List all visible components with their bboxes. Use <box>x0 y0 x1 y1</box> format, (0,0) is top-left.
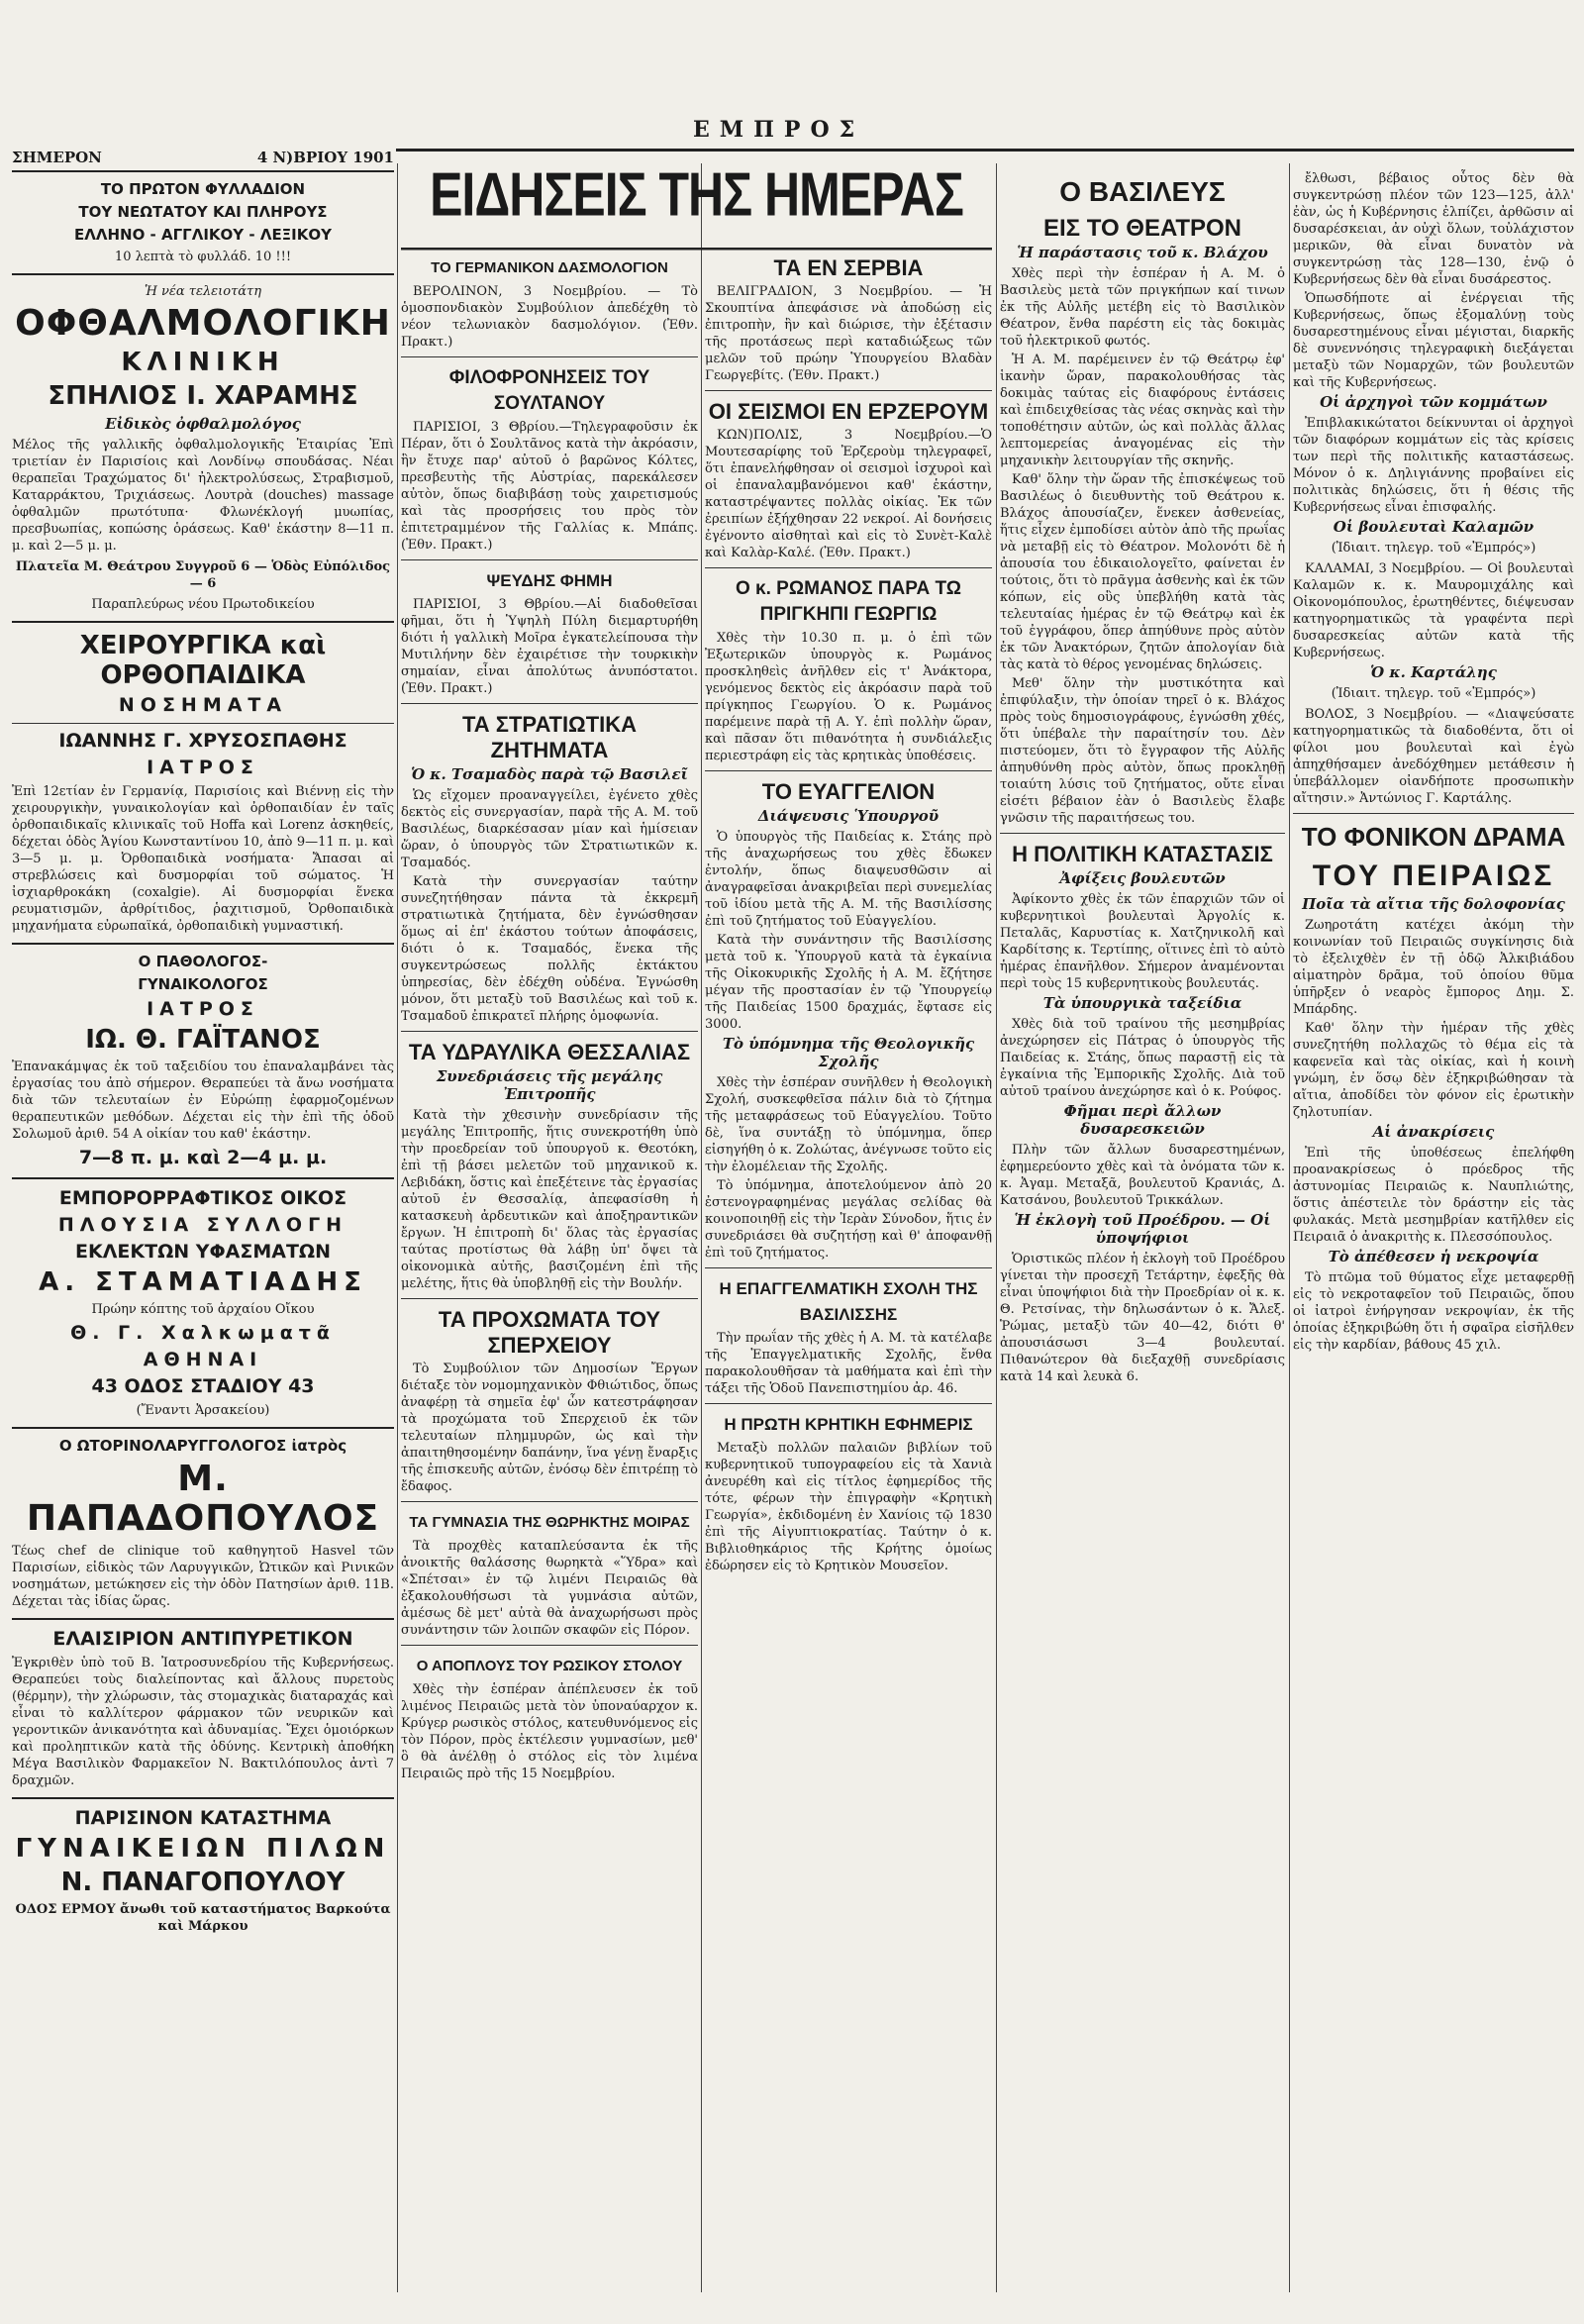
article-subhead: Ὁ κ. Καρτάλης <box>1370 663 1497 681</box>
ad-title: ΧΕΙΡΟΥΡΓΙΚΑ καὶ ΟΡΘΟΠΑΙΔΙΚΑ <box>79 631 327 690</box>
article-subhead: Διάψευσις Ὑπουργοῦ <box>757 807 940 825</box>
article-body: Κατὰ τὴν συνεργασίαν ταύτην συνεζητήθησαν πάντα τὰ ἐκκρεμῆ στρατιωτικὰ ζητήματα, δὲν ἐγνώσθησαν ὅμως αἱ ἐπ' ἐκάστου τούτων ἀποφάσεις, διότι ὁ κ. Τσαμαδός, ἕνεκα τῆς συγκεντρώσεως πολλῆς ἐκτάκτου ὑπηρεσίας, δὲν ἐδέχθη οὐδένα. Ἐγνώσθη μόνον, ὅτι μεταξὺ τοῦ Βασιλέως καὶ τοῦ κ. Τσαμαδοῦ ἐπικρατεῖ πλήρης ὁμοφωνία. <box>401 874 698 1024</box>
article-subhead: Τὸ ἀπέθεσεν ἡ νεκροψία <box>1328 1248 1539 1265</box>
ad-title: ΚΛΙΝΙΚΗ <box>121 348 285 377</box>
column-news-2 <box>705 248 992 1576</box>
article-body: Καθ' ὅλην τὴν ὥραν τῆς ἐπισκέψεως τοῦ Βασιλέως ὁ διευθυντὴς τοῦ Θεάτρου κ. Βλάχος ἀπουσίαζεν, ἕνεκεν ἀσθενείας, ἥτις εἶχεν ἐμποδίσει αὐτὸν ἀπὸ τῆς πρωΐας νὰ μεταβῇ εἰς τὸ Θέατρον. Μολονότι δὲ ἡ ἀπουσία του ἐδικαιολογεῖτο, φαίνεται ἐν τούτοις, ὅτι τὸ πρᾶγμα ἀσθενὴς καὶ ἐκ τῶν κόπων, εἰς οὓς ὑπεβλήθη κατὰ τὰς τελευταίας ἡμέρας ἐν τῷ Θεάτρῳ καὶ ἐκ τοῦ ἐγγράφου, ὅπερ ἀπηύθυνε πρὸς αὐτὸν ἐκ τῶν Ἀνακτόρων, ζητῶν ἀπολογίαν διὰ τὰς κατὰ τὸ θέρος γενομένας δηλώσεις. <box>1000 472 1285 672</box>
ad-address: Παραπλεύρως νέου Πρωτοδικείου <box>91 597 315 612</box>
article-subhead: Ἡ ἐκλογὴ τοῦ Προέδρου. — Οἱ ὑποψήφιοι <box>1014 1211 1271 1247</box>
ad-line: ΤΟ ΠΡΩΤΟΝ ΦΥΛΛΑΔΙΟΝ <box>100 180 306 198</box>
article-body: Ἡ Α. Μ. παρέμεινεν ἐν τῷ Θεάτρῳ ἐφ' ἱκανὴν ὥραν, παρακολουθήσας τὰς δοκιμὰς ταύτας εἰς διαφόρους ἐντάσεις καὶ ἐπιδειχθείσας τὰς νέας σκηνὰς καὶ τὴν τοποθέτησιν αὐτῶν, ὡς καὶ πολλὰς ἄλλας λεπτομερείας ἀναγομένας εἰς τὴν μηχανικὴν λειτουργίαν τῆς σκηνῆς. <box>1000 353 1285 468</box>
article-subhead: Ὁ κ. Τσαμαδὸς παρὰ τῷ Βασιλεῖ <box>411 765 688 783</box>
article-headline: ΤΑ ΕΝ ΣΕΡΒΙΑ <box>773 255 924 280</box>
article-headline: ΟΙ ΣΕΙΣΜΟΙ ΕΝ ΕΡΖΕΡΟΥΜ <box>708 399 989 424</box>
article-body: Τὸ Συμβούλιον τῶν Δημοσίων Ἔργων διέταξε τὸν νομομηχανικὸν Φθιώτιδος, ὅπως ἀναφέρῃ τὰ σημεῖα ἐφ' ὧν κατεστράφησαν τὰ προχώματα τοῦ Σπερχειοῦ ἐκ τῶν τελευταίων πλημμυρῶν, ὡς καὶ τὴν ἀπαιτηθησομένην δαπάνην, ἵνα γένῃ ἔναρξις τῆς ἐπισκευῆς αὐτῶν, ἐνόσῳ δὲν ἐπιτρέπῃ τὸ ἔδαφος. <box>401 1362 698 1494</box>
ad-body: Ἐγκριθὲν ὑπὸ τοῦ Β. Ἰατροσυνεδρίου τῆς Κυβερνήσεως. Θεραπεύει τοὺς διαλείποντας καὶ ἄλλους πυρετοὺς (θέρμην), τὴν χλώρωσιν, τὰς στομαχικὰς διαταραχάς καὶ εἶναι τὸ καλλίτερον φάρμακον τῶν νευρικῶν καὶ γεροντικῶν ἀνικανότητα καὶ ἀδυναμίας. Ἔχει ὁμοιόρκων καὶ προληπτικῶν κατὰ τῆς ὁδύνης. Κεντρικὴ ἀποθήκη Μέγα Βασιλικὸν Φαρμακεῖον Ν. Βακτιλόπουλος ἀντὶ 7 δραχμῶν. <box>12 1656 394 1788</box>
article-body: Ὡς εἴχομεν προαναγγείλει, ἐγένετο χθὲς δεκτὸς εἰς συνεργασίαν, παρὰ τῆς Α. Μ. τοῦ Βασιλέως, διαρκέσασαν μίαν καὶ ἡμίσειαν ὥραν, ὁ ὑπουργὸς τῶν Στρατιωτικῶν κ. Τσαμαδός. <box>401 788 698 870</box>
article-headline: ΤΑ ΥΔΡΑΥΛΙΚΑ ΘΕΣΣΑΛΙΑΣ <box>408 1040 691 1064</box>
ad-body: Ἐπανακάμψας ἐκ τοῦ ταξειδίου του ἐπαναλαμβάνει τὰς ἐργασίας του ἀπὸ σήμερον. Θεραπεύει τὰ ἄνω νοσήματα διὰ τῶν τελευταίων ἐν Εὐρώπῃ ἐφαρμοζομένων θεραπευτικῶν μεθόδων. Δέχεται εἰς τὴν ἐπὶ τῆς ὁδοῦ Σολωμοῦ ἀριθ. 54 Α οἰκίαν του καθ' ἑκάστην. <box>12 1060 394 1142</box>
ad-title: ΕΜΠΟΡΟΡΡΑΦΤΙΚΟΣ ΟΙΚΟΣ <box>58 1187 347 1209</box>
article-body: Ἐπιβλακικώτατοι δείκνυνται οἱ ἀρχηγοὶ τῶν διαφόρων κομμάτων εἰς τὰς κρίσεις των περὶ τῆς πολιτικῆς καταστάσεως. Μόνον ὁ κ. Δηλιγιάννης προβαίνει εἰς πολιτικὰς δηλώσεις, ὅτι ἡ θέσις τῆς Κυβερνήσεως εἶναι ἐπισφαλής. <box>1293 416 1574 515</box>
article-body: Ὁπωσδήποτε αἱ ἐνέργειαι τῆς Κυβερνήσεως, ὅπως ἐξομαλύνῃ τοὺς δυσαρεστημένους εἶναι μέγισται, διαρκῆς δὲ συνεννόησις τηλεγραφικὴ διεξάγεται μεταξὺ τῶν Νομαρχῶν, τῶν βουλευτῶν καὶ τῆς Κυβερνήσεως. <box>1293 291 1574 390</box>
article-headline: ΤΟ ΕΥΑΓΓΕΛΙΟΝ <box>761 779 936 804</box>
article-headline: ΨΕΥΔΗΣ ΦΗΜΗ <box>486 571 613 590</box>
ad-title: Ο ΠΑΘΟΛΟΓΟΣ- <box>138 953 268 970</box>
article-body: Ἀφίκοντο χθὲς ἐκ τῶν ἐπαρχιῶν τῶν οἱ κυβερνητικοὶ βουλευταὶ Ἀργολίς κ. Πεταλᾶς, Καρυστίας κ. Χατζηνικολῆ καὶ Καρδίτσης κ. Τερτίπης, οἵτινες ἐπὶ τὸ αὐτὸ ἡμέρας ἐπανῆλθον. Σήμερον ἀναμένονται περὶ τοὺς 15 κυβερνητικοὺς βουλευτάς. <box>1000 892 1285 991</box>
ad-line: ΕΛΛΗΝΟ - ΑΓΓΛΙΚΟΥ - ΛΕΞΙΚΟΥ <box>74 226 332 244</box>
article-headline: Η ΠΡΩΤΗ ΚΡΗΤΙΚΗ ΕΦΗΜΕΡΙΣ <box>724 1415 973 1434</box>
ad-owner-name: Θ. Γ. Χαλκωματᾶ <box>70 1322 336 1344</box>
column-divider <box>701 163 702 2292</box>
article-headline: Ο ΒΑΣΙΛΕΥΣ <box>1059 176 1226 207</box>
ad-lexicon <box>12 180 394 265</box>
ad-body: Ἐπὶ 12ετίαν ἐν Γερμανίᾳ, Παρισίοις καὶ Βιέννῃ εἰς τὴν χειρουργικὴν, γυναικολογίαν καὶ ὀρθοπαιδίαν ἐν ταῖς ὀρθοπαιδικαῖς κλινικαῖς τοῦ Hoffa καὶ Lorenz ἀσκηθείς, δέχεται ὁδὸς Ἁγίου Κωνσταντίνου 10, ἀπὸ 9—11 π. μ. καὶ 3—5 μ. μ. Ὀρθοπαιδικὰ νοσήματα· Ἄπασαι αἱ στρεβλώσεις καὶ δυσμορφίαι τοῦ σώματος. Ἡ ἰσχιαρθροκάκη (coxalgie). Αἱ δυσμορφίαι ἕνεκα ρευματισμῶν, ἀρθρίτιδος, ῥαχιτισμοῦ, Ὀρθοπαιδικὰ μηχανήματα εὐρωπαϊκά, ὀρθοπαιδικὴ γυμναστική. <box>12 784 394 934</box>
article-body: Χθὲς τὴν ἑσπέραν συνῆλθεν ἡ Θεολογικὴ Σχολή, συσκεφθεῖσα πάλιν διὰ τὸ ζήτημα τῆς μεταφράσεως τοῦ Εὐαγγελίου. Τοῦτο δὲ, ἵνα συντάξῃ τὸ ὑπόμνημα, ὅπερ εἰσηγήθη ὁ κ. Ζολώτας, ἀνέγνωσε τοῦτο εἰς τὴν ἐλομέλειαν τῆς Σχολῆς. <box>705 1075 992 1174</box>
article-body: ἔλθωσι, βέβαιος οὗτος δὲν θὰ συγκεντρώσῃ πλέον τῶν 123—125, ἀλλ' ἐὰν, ὡς ἡ Κυβέρνησις ἐλπίζει, ἀρθῶσιν αἱ δυσαρέσκειαι, ἀν οὐχὶ ὅλων, τοὐλάχιστον μερικῶν, θὰ εἶναι δυνατὸν νὰ συγκεντρώσῃ τὰς 128—130, ἐνῷ ὁ Κυβερνήσεως δὲν θὰ εἶναι δυσάρεστος. <box>1293 171 1574 287</box>
ad-role: ΙΑΤΡΟΣ <box>147 757 259 778</box>
ad-title: ΠΑΡΙΣΙΝΟΝ ΚΑΤΑΣΤΗΜΑ <box>74 1807 332 1829</box>
article-subhead: Τὰ ὑπουργικὰ ταξείδια <box>1042 994 1242 1012</box>
article-body: Μεθ' ὅλην τὴν μυστικότητα καὶ ἐπιφύλαξιν, τὴν ὁποίαν τηρεῖ ὁ κ. Βλάχος πρὸς τοὺς δημοσιογράφους, ἐγνώσθη χθές, ὅτι ὑπέβαλε τὴν παραίτησίν του. Δὲν πιστεύομεν, ὅτι τὸ ἔγγραφον τῆς Αὐλῆς ἀπηυθύνθη πρὸς αὐτὸν, ὅπως προκληθῇ τοιαύτη λύσις τοῦ ζητήματος, οὔτε εἶναι εἰσέτι βέβαιον ἐὰν ὁ Βασιλεὺς ἔλαβε γνῶσιν τῆς παραιτήσεως του. <box>1000 676 1285 826</box>
ad-title: ΓΥΝΑΙΚΕΙΩΝ ΠΙΛΩΝ <box>15 1834 391 1864</box>
ad-body: Μέλος τῆς γαλλικῆς ὀφθαλμολογικῆς Ἑταιρίας Ἐπὶ τριετίαν ἐν Παρισίοις καὶ Λονδίνῳ σπουδάσας. Νέαι θεραπεῖαι Τραχώματος δι' ἠλεκτρολύσεως, Στραβισμοῦ, Καταρράκτου, Τριχιάσεως. Λουτρὰ (douches) massage ὀφθαλμῶν πρωτότυπα· Φλωνέκλογή μυωπίας, πρεσβυωπίας, κοπώσης ὁράσεως. Καθ' ἑκάστην 8—11 π. μ. καὶ 2—5 μ. μ. <box>12 438 394 554</box>
article-subhead: Οἱ βουλευταὶ Καλαμῶν <box>1333 518 1534 536</box>
section-banner <box>401 158 992 238</box>
article-body: ΠΑΡΙΣΙΟΙ, 3 Θβρίου.—Αἱ διαδοθεῖσαι φῆμαι, ὅτι ἡ Ὑψηλὴ Πύλη διεμαρτυρήθη διότι ἡ γαλλικὴ Μοῖρα ἐγκατελείπουσα τὴν Μυτιλήνην δὲν ἐχαιρέτισε τὴν τουρκικὴν σημαίαν, εἶναι ἀπολύτως ἀνυπόστατοι. (Ἐθν. Πρακτ.) <box>401 597 698 696</box>
article-subhead: Συνεδριάσεις τῆς μεγάλης Ἐπιτροπῆς <box>436 1067 663 1103</box>
ad-title: ΠΛΟΥΣΙΑ ΣΥΛΛΟΓΗ <box>57 1214 348 1236</box>
article-body: Μεταξὺ πολλῶν παλαιῶν βιβλίων τοῦ κυβερνητικοῦ τυπογραφείου εἰς τὰ Χανιὰ ἀνευρέθη καὶ εἰς τίτλος ἐφημερίδος τῆς τότε, φέρων τὴν ἐπιγραφὴν «Κρητικὴ Γεωργία», ἐκδιδομένη ἐν Χανίοις τῷ 1830 ἐπὶ τῆς Αἰγυπτιοκρατίας. Ταύτην ὁ κ. Βιβλιοθηκάριος τῆς Κρήτης ὁμοίως ἐδώρησεν εἰς τὸ Κρητικὸν Μουσεῖον. <box>705 1441 992 1573</box>
article-source: (Ἰδιαιτ. τηλεγρ. τοῦ «Ἐμπρός») <box>1331 686 1536 701</box>
article-body: Ζωηροτάτη κατέχει ἀκόμη τὴν κοινωνίαν τοῦ Πειραιῶς συγκίνησις διὰ τὸ ἐξελιχθὲν ἐν τῇ ὁδῷ Ἀλκιβιάδου αἱματηρὸν δρᾶμα, τοῦ ὁποίου θῦμα ὑπῆρξεν ὁ νεαρὸς ἔμπορος Δημ. Σ. Μπάρδης. <box>1293 918 1574 1017</box>
ad-address: (Ἔναντι Ἀρσακείου) <box>136 1403 270 1418</box>
article-subhead: Τὸ ὑπόμνημα τῆς Θεολογικῆς Σχολῆς <box>722 1035 975 1070</box>
ad-body: Τέως chef de clinique τοῦ καθηγητοῦ Hasvel τῶν Παρισίων, εἰδικὸς τῶν Λαρυγγικῶν, Ὠτικῶν καὶ Ρινικῶν νοσημάτων, μετώκησεν εἰς τὴν ὁδὸν Πατησίων ἀριθ. 11Β. Δέχεται τὰς ἰδίας ὥρας. <box>12 1544 394 1609</box>
ad-eye-clinic <box>12 283 394 613</box>
ad-antipyretic-oil <box>12 1628 394 1789</box>
article-headline: ΦΙΛΟΦΡΟΝΗΣΕΙΣ ΤΟΥ ΣΟΥΛΤΑΝΟΥ <box>448 367 650 414</box>
article-body: Χθὲς τὴν 10.30 π. μ. ὁ ἐπὶ τῶν Ἐξωτερικῶν ὑπουργὸς κ. Ρωμάνος προσκληθεὶς ἀνῆλθεν εἰς τ' Ἀνάκτορα, γενόμενος δεκτὸς εἰς ἀκρόασιν παρὰ τοῦ πρίγκηπος Γεωργίου. Ὁ κ. Ρωμάνος παρέμεινε παρὰ τῇ Α. Υ. ἐπὶ πολλὴν ὥραν, καὶ πᾶσαν ὅτι πιθανότητα ἡ συνδιάλεξις περιεστράφη εἰς τὰς κρητικὰς ὑποθέσεις. <box>705 631 992 763</box>
ad-owner-name: Ν. ΠΑΝΑΓΟΠΟΥΛΟΥ <box>60 1868 346 1897</box>
article-body: Ὁ ὑπουργὸς τῆς Παιδείας κ. Στάης πρὸ τῆς ἀναχωρήσεως του χθὲς ἔδωκεν ἐντολήν, ὅπως διαψευσθῶσιν αἱ ἀναγραφεῖσαι ἀνακριβεῖαι περὶ συνεμελίας τοῦ ἰδίου μετὰ τῆς Α. Μ. τῆς Βασιλίσσης ἐπὶ τοῦ ζητήματος τοῦ Εὐαγγελίου. <box>705 830 992 929</box>
ad-title: ΓΥΝΑΙΚΟΛΟΓΟΣ <box>138 975 268 993</box>
ad-doctor-name: ΙΩΑΝΝΗΣ Γ. ΧΡΥΣΟΣΠΑΘΗΣ <box>58 730 347 752</box>
article-headline: ΤΟ ΦΟΝΙΚΟΝ ΔΡΑΜΑ <box>1301 822 1566 852</box>
masthead-rule <box>396 149 1574 152</box>
column-divider <box>1289 163 1290 2292</box>
ad-address: 43 ΟΔΟΣ ΣΤΑΔΙΟΥ 43 <box>91 1375 315 1397</box>
article-subhead: Αἱ ἀνακρίσεις <box>1372 1123 1495 1141</box>
article-subhead: Ἀφίξεις βουλευτῶν <box>1059 869 1226 887</box>
article-headline: ΤΟ ΓΕΡΜΑΝΙΚΟΝ ΔΑΣΜΟΛΟΓΙΟΝ <box>431 259 668 276</box>
article-headline: Η ΕΠΑΓΓΕΛΜΑΤΙΚΗ ΣΧΟΛΗ ΤΗΣ ΒΑΣΙΛΙΣΣΗΣ <box>719 1279 978 1324</box>
ad-line: 10 λεπτὰ τὸ φυλλάδ. 10 !!! <box>114 250 292 264</box>
ad-hours: 7—8 π. μ. καὶ 2—4 μ. μ. <box>78 1147 328 1168</box>
ad-subtitle: Εἰδικὸς ὀφθαλμολόγος <box>105 415 301 433</box>
ad-line: ΤΟΥ ΝΕΩΤΑΤΟΥ ΚΑΙ ΠΛΗΡΟΥΣ <box>78 203 328 221</box>
article-body: Ἐπὶ τῆς ὑποθέσεως ἐπελήφθη προανακρίσεως ὁ πρόεδρος τῆς ἀστυνομίας Πειραιῶς κ. Ναυπλιώτης, ὅστις ἀπέστειλε τὸν δράστην εἰς τὰς φυλακάς. Μετὰ μεσημβρίαν κατῆλθεν εἰς Πειραιᾶ ὁ ἀνακριτὴς κ. Πλεσσόπουλος. <box>1293 1146 1574 1245</box>
dateline <box>12 149 394 172</box>
ad-address: ΟΔΟΣ ΕΡΜΟΥ ἄνωθι τοῦ καταστήματος Βαρκούτα καὶ Μάρκου <box>15 1902 391 1934</box>
article-body: ΒΟΛΟΣ, 3 Νοεμβρίου. — «Διαψεύσατε κατηγορηματικῶς τὰ διαδοθέντα, ὅτι οἱ φίλοι μου βουλευταὶ καὶ ἐγὼ ἀπηχθήσαμεν ἀνεδόχθημεν μετάθεσιν ἡ ὑπεβάλλομεν οἰανδήποτε προσωπικὴν αἴτησιν.» Ἀντώνιος Γ. Καρτάλης. <box>1293 707 1574 806</box>
ad-title: Ο ΩΤΟΡΙΝΟΛΑΡΥΓΓΟΛΟΓΟΣ ἰατρὸς <box>58 1437 347 1455</box>
ad-hat-store <box>12 1807 394 1935</box>
article-headline: ΕΙΣ ΤΟ ΘΕΑΤΡΟΝ <box>1043 215 1241 242</box>
column-divider <box>397 163 398 2292</box>
article-subhead: Ποῖα τὰ αἴτια τῆς δολοφονίας <box>1302 895 1565 913</box>
column-news-3 <box>1000 168 1285 1387</box>
column-news-1 <box>401 248 698 1784</box>
ad-gynecologist <box>12 953 394 1169</box>
article-headline: Ο κ. ΡΩΜΑΝΟΣ ΠΑΡΑ ΤΩ ΠΡΙΓΚΗΠΙ ΓΕΩΡΓΙΩ <box>735 578 962 625</box>
ad-doctor-name: ΙΩ. Θ. ΓΑΪΤΑΝΟΣ <box>85 1025 321 1055</box>
article-headline: ΤΑ ΣΤΡΑΤΙΩΤΙΚΑ ΖΗΤΗΜΑΤΑ <box>461 712 638 762</box>
ad-intro: Ἡ νέα τελειοτάτη <box>144 284 262 299</box>
article-body: Ὁριστικῶς πλέον ἡ ἐκλογὴ τοῦ Προέδρου γίνεται τὴν προσεχῆ Τετάρτην, ἐφεξῆς θὰ εἶναι ὑποψήφιοι διὰ τὴν Προεδρίαν οἱ κ. κ. Θ. Ρετσίνας, τὴν δηλωσάντων ὁ κ. Ἄλεξ. Ῥώμας, μεταξὺ τῶν 40—42, διότι θ' ἀπουσιάσωσι 3—4 βουλευταί. Πιθανώτερον θὰ διεξαχθῇ συνεδρίασις κατὰ 14 καὶ λευκὰ 6. <box>1000 1252 1285 1384</box>
article-body: Τὴν πρωΐαν τῆς χθὲς ἡ Α. Μ. τὰ κατέλαβε τῆς Ἐπαγγελματικῆς Σχολῆς, ἔνθα παρακολουθῆσαν τὰ μαθήματα καὶ ἐπὶ τὴν τάξει τῆς Ὁδοῦ Πανεπιστημίου ἀρ. 46. <box>705 1331 992 1396</box>
article-body: Κατὰ τὴν χθεσινὴν συνεδρίασιν τῆς μεγάλης Ἐπιτροπῆς, ἥτις συνεκροτήθη ὑπὸ τὴν προεδρείαν τοῦ ὑπουργοῦ κ. Θεοτόκη, ἐπὶ τῇ βάσει μελετῶν τοῦ μηχανικοῦ κ. Λεβιδάκη, ὅστις καὶ ἐπεξέτεινε τὰς ἐργασίας αὐτοῦ ἐν Θεσσαλίᾳ, ἀπεφασίσθη ἡ κατασκευὴ ἀρδευτικῶν καὶ ἀποξηραντικῶν ἔργων. Ἡ ἐπιτροπὴ δι' ὅλας τὰς ἐργασίας ταύτας προτίστως θὰ λάβῃ ὑπ' ὄψει τὰ οἰκονομικὰ αὐτῆς, βασιζομένη ἐπὶ τῆς μελέτης, ἥτις θὰ ὑποβληθῇ εἰς τὴν Βουλήν. <box>401 1108 698 1291</box>
article-body: Χθὲς τὴν ἑσπέραν ἀπέπλευσεν ἐκ τοῦ λιμένος Πειραιῶς μετὰ τὸν ὑποναύαρχον κ. Κρύγερ ρωσικὸς στόλος, κατευθυνόμενος εἰς τὸν Πόρον, πρὸς ἐκτέλεσιν γυμνασίων, μεθ' ὃ θὰ ἀνέλθῃ ὁ στόλος εἰς τὸν λιμένα Πειραιῶς πρὸ τῆς 15 Νοεμβρίου. <box>401 1682 698 1781</box>
article-subhead: Οἱ ἀρχηγοὶ τῶν κομμάτων <box>1320 393 1547 411</box>
article-headline: ΤΟΥ ΠΕΙΡΑΙΩΣ <box>1312 859 1555 892</box>
banner-title: ΕΙΔΗΣΕΙΣ ΤΗΣ ΗΜΕΡΑΣ <box>401 158 992 251</box>
ad-title: ΕΛΑΙΣΙΡΙΟΝ ΑΝΤΙΠΥΡΕΤΙΚΟΝ <box>52 1628 353 1650</box>
ad-ent-doctor <box>12 1437 394 1610</box>
ad-address: Πλατεῖα Μ. Θεάτρου Συγγροῦ 6 — Ὁδὸς Εὐπόλιδος — 6 <box>15 559 391 591</box>
article-body: ΒΕΛΙΓΡΑΔΙΟΝ, 3 Νοεμβρίου. — Ἡ Σκουπτίνα ἀπεφάσισε νὰ ἀποδώσῃ εἰς ἐπιτροπὴν, ἣν καὶ διώρισε, τὴν ἐξέτασιν τῆς προτάσεως περὶ καταδιώξεως τῶν μελῶν τοῦ πρώην Ὑπουργείου Βλαδὰν Γεωργεβίτς. (Ἐθν. Πρακτ.) <box>705 284 992 383</box>
article-body: ΚΑΛΑΜΑΙ, 3 Νοεμβρίου. — Οἱ βουλευταὶ Καλαμῶν κ. κ. Μαυρομιχάλης καὶ Οἰκονομόπουλος, ἐρωτηθέντες, διέψευσαν κατηγορηματικῶς τὰ γραφέντα περὶ δυσαρεσκείας αὐτῶν κατὰ τῆς Κυβερνήσεως. <box>1293 561 1574 660</box>
article-body: Χθὲς διὰ τοῦ τραίνου τῆς μεσημβρίας ἀνεχώρησεν εἰς Πάτρας ὁ ὑπουργὸς τῆς Παιδείας κ. Στάης, ὅπως παραστῇ εἰς τὰ ἐγκαίνια τῆς Ἐμπορικῆς Σχολῆς. Διὰ τοῦ αὐτοῦ τραίνου ἀνεχώρησε καὶ ὁ κ. Ρούφος. <box>1000 1017 1285 1099</box>
article-headline: Ο ΑΠΟΠΛΟΥΣ ΤΟΥ ΡΩΣΙΚΟΥ ΣΤΟΛΟΥ <box>416 1658 683 1674</box>
article-body: Τὸ ὑπόμνημα, ἀποτελούμενον ἀπὸ 20 ἐστενογραφημένας μεγάλας σελίδας θὰ κοινοποιηθῇ εἰς τὴν Ἱερὰν Σύνοδον, ἥτις ἐν συνεδριάσει θὰ συζητήσῃ καὶ θ' ἀποφανθῇ ἐπὶ τοῦ ζητήματος. <box>705 1178 992 1261</box>
ad-surgeon <box>12 631 394 935</box>
dateline-today: ΣΗΜΕΡΟΝ <box>12 149 102 166</box>
column-divider <box>996 163 997 2292</box>
article-headline: Η ΠΟΛΙΤΙΚΗ ΚΑΤΑΣΤΑΣΙΣ <box>1012 842 1273 866</box>
dateline-date: 4 Ν)ΒΡΙΟΥ 1901 <box>256 149 394 166</box>
article-body: Καθ' ὅλην τὴν ἡμέραν τῆς χθὲς συνεζητήθη πολλαχῶς τὸ θέμα εἰς τὰ καφενεῖα καὶ τὰς οἰκίας, καὶ ἡ κοινὴ γνώμη, ἐν ὅσῳ δὲν ἐξηκριβώθησαν τὰ αἴτια, ἀποδίδει τὸν φόνον εἰς ἐρωτικὴν ζηλοτυπίαν. <box>1293 1021 1574 1120</box>
article-headline: ΤΑ ΠΡΟΧΩΜΑΤΑ ΤΟΥ ΣΠΕΡΧΕΙΟΥ <box>438 1307 661 1358</box>
ad-title: ΝΟΣΗΜΑΤΑ <box>118 694 288 716</box>
ad-tailor <box>12 1187 394 1419</box>
column-advertisements <box>12 149 394 1939</box>
article-subhead: Ἡ παράστασις τοῦ κ. Βλάχου <box>1017 244 1268 261</box>
article-body: Τὸ πτῶμα τοῦ θύματος εἶχε μεταφερθῇ εἰς τὸ νεκροταφεῖον τοῦ Πειραιῶς, ὅπου οἱ ἰατροὶ ἐνήργησαν νεκροψίαν, ἐκ τῆς ὁποίας ἐξηκριβώθη ὅτι ἡ σφαῖρα εἰσῆλθεν εἰς τὴν καρδίαν, βάθους 45 χιλ. <box>1293 1270 1574 1353</box>
column-news-4 <box>1293 168 1574 1356</box>
article-source: (Ἰδιαιτ. τηλεγρ. τοῦ «Ἐμπρός») <box>1331 541 1536 556</box>
ad-city: ΑΘΗΝΑΙ <box>143 1349 263 1370</box>
article-body: ΚΩΝ)ΠΟΛΙΣ, 3 Νοεμβρίου.—Ὁ Μουτεσαρίφης τοῦ Ἐρζεροὺμ τηλεγραφεῖ, ὅτι ἐπανελήφθησαν οἱ σεισμοὶ ἰσχυροὶ καὶ οἱ ἐπαναλαμβανόμενοι καθ' ἑκάστην, καταστρέψαντες πολλὰς οἰκίας. Ἐκ τῶν ἐρειπίων ἐξήχθησαν 22 νεκροί. Αἱ δονήσεις ἐγένοντο αἰσθηταὶ καὶ εἰς τὸ Συνὲτ-Καλὲ καὶ Καλὰρ-Καλέ. (Ἐθν. Πρακτ.) <box>705 428 992 560</box>
ad-title: ΕΚΛΕΚΤΩΝ ΥΦΑΣΜΑΤΩΝ <box>75 1241 331 1263</box>
masthead: ΕΜΠΡΟΣ <box>693 117 865 143</box>
article-body: Χθὲς περὶ τὴν ἑσπέραν ἡ Α. Μ. ὁ Βασιλεὺς μετὰ τῶν πριγκήπων καί τινων ἐκ τῆς Αὐλῆς μετέβη εἰς τὸ Βασιλικὸν Θέατρον, ἔνθα παρέστη εἰς τὰς δοκιμὰς τοῦ ἠλεκτρικοῦ φωτός. <box>1000 266 1285 349</box>
article-body: Κατὰ τὴν συνάντησιν τῆς Βασιλίσσης μετὰ τοῦ κ. Ὑπουργοῦ κατὰ τὰ ἐγκαίνια τῆς Οἰκοκυρικῆς Σχολῆς ἡ Α. Μ. ἔζήτησε μέγαν τῆς προστασίαν ἐν τῷ Ὑπουργείῳ τῆς Παιδείας 1500 δραχμάς, ἔφτασε εἰς 3000. <box>705 933 992 1032</box>
article-body: Τὰ προχθὲς καταπλεύσαντα ἐκ τῆς ἀνοικτῆς θαλάσσης θωρηκτὰ «Ὕδρα» καὶ «Σπέτσαι» ἐν τῷ λιμένι Πειραιῶς θὰ ἐξακολουθήσωσι τὰ γυμνάσια αὐτῶν, ἀμέσως δὲ μετ' αὐτὰ θὰ ἀναχωρήσωσι πρὸς συνάντησιν τῶν λοιπῶν σκαφῶν εἰς Πόρον. <box>401 1539 698 1638</box>
article-body: ΠΑΡΙΣΙΟΙ, 3 Θβρίου.—Τηλεγραφοῦσιν ἐκ Πέραν, ὅτι ὁ Σουλτᾶνος κατὰ τὴν ἀκρόασιν, ἣν ἔτυχε παρ' αὐτοῦ ὁ βαρῶνος Κόλτες, πρεσβευτὴς τῆς Αὐστρίας, παρεκάλεσεν αὐτὸν, ὅπως διαβιβάσῃ τοὺς χαιρετισμούς καὶ τὰς προσρήσεις του πρὸς τὸν ἐπιτετραμμένον τῆς Γαλλίας κ. Μπάπς. (Ἐθν. Πρακτ.) <box>401 420 698 553</box>
article-body: Πλὴν τῶν ἄλλων δυσαρεστημένων, ἐφημερεύοντο χθὲς καὶ τὰ ὀνόματα τῶν κ. κ. Ἀγαμ. Μεταξᾶ, βουλευτοῦ Κρανιάς, Δ. Κατσάνου, βουλευτοῦ Τρικκάλων. <box>1000 1143 1285 1208</box>
ad-doctor-name: Μ. ΠΑΠΑΔΟΠΟΥΛΟΣ <box>26 1459 380 1539</box>
ad-owner-name: Α. ΣΤΑΜΑΤΙΑΔΗΣ <box>39 1267 367 1297</box>
ad-title: ΟΦΘΑΛΜΟΛΟΓΙΚΗ <box>15 303 391 344</box>
article-subhead: Φῆμαι περὶ ἄλλων δυσαρεσκειῶν <box>1063 1102 1222 1138</box>
ad-role: ΙΑΤΡΟΣ <box>147 998 259 1020</box>
article-body: ΒΕΡΟΛΙΝΟΝ, 3 Νοεμβρίου. — Τὸ ὁμοσπονδιακὸν Συμβούλιον ἀπεδέχθη τὸ νέον τελωνιακὸν δασμολόγιον. (Ἐθν. Πρακτ.) <box>401 284 698 350</box>
ad-doctor-name: ΣΠΗΛΙΟΣ Ι. ΧΑΡΑΜΗΣ <box>48 381 358 411</box>
article-headline: ΤΑ ΓΥΜΝΑΣΙΑ ΤΗΣ ΘΩΡΗΚΤΗΣ ΜΟΙΡΑΣ <box>409 1514 690 1531</box>
ad-subtitle: Πρώην κόπτης τοῦ ἀρχαίου Οἴκου <box>91 1302 315 1317</box>
